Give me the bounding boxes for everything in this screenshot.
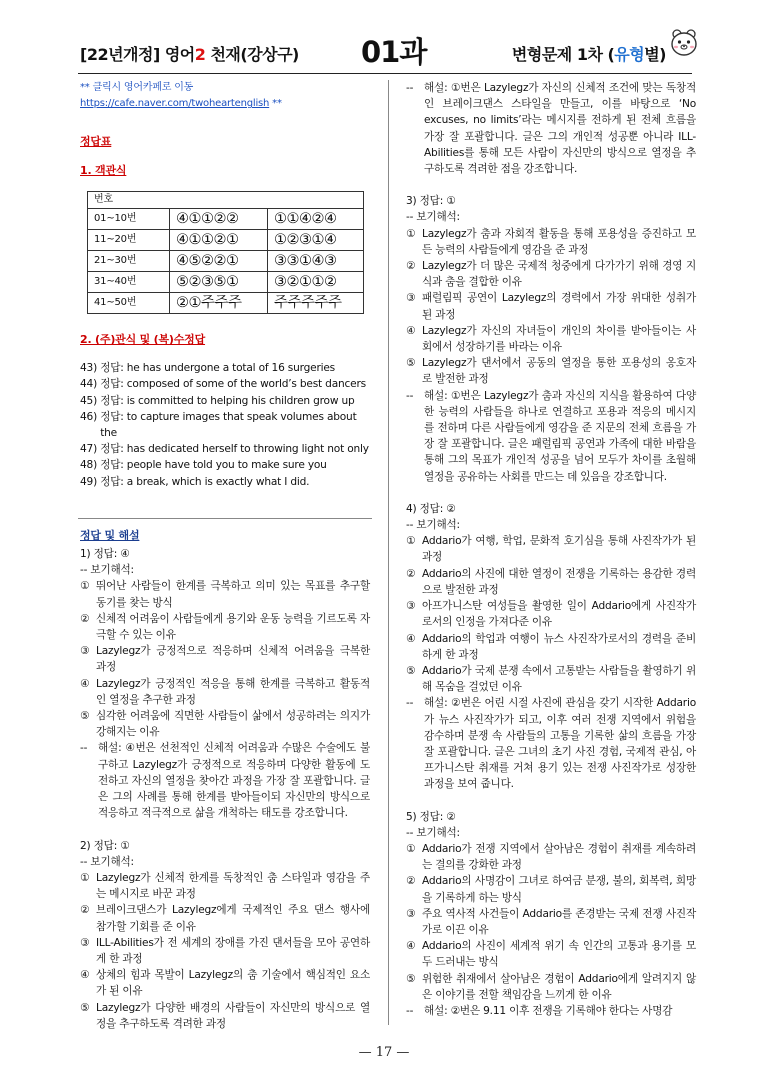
answer-set-a: ④①①②② [170,209,268,230]
option-item [80,578,370,610]
solution-marker: -- [406,1004,414,1017]
answer-set-a: ⑤②③⑤① [170,272,268,293]
section-divider [78,518,372,519]
question-1-explanation [80,546,370,821]
cafe-link[interactable] [80,80,370,112]
option-text: Lazylegz가 다양한 배경의 사람들이 자신만의 방식으로 열정을 추구하도록 격려한 과정 [96,1001,370,1030]
solution-text: 해설: ①번은 Lazylegz가 춤과 자신의 지식을 활용하여 다양한 능력의 사람들을 하나로 연결하고 포용과 적응의 메시지를 전하며 다른 사람들에게 영감을 준 지문의 전체 흐름을 가장 잘 포괄합니다. 글은 패럴림픽 공연과 가족에 대한 바람을 통해 그의 목표가 개인적 성공을 넘어 모두가 차이를 초월해 열정을 공유하는 사회를 만드는 데 있음을 강조합니다. [424,389,696,483]
option-item [80,1000,370,1032]
option-item [406,663,696,695]
lesson-number: 01과 [361,35,427,69]
answer-set-a: ④⑤②②① [170,251,268,272]
option-item [80,611,370,643]
cafe-link-url[interactable]: https://cafe.naver.com/twoheartenglish [80,98,270,110]
option-text: 위험한 취재에서 살아남은 경험이 Addario에게 알려지지 않은 이야기를 전할 책임감을 느끼게 한 이유 [422,972,696,1001]
q3-answer: 3) 정답: ① [406,195,456,208]
option-marker: ① [406,535,416,548]
option-marker: ③ [406,907,416,920]
question-2-explanation [80,838,370,1032]
option-text: 뛰어난 사람들이 한계를 극복하고 의미 있는 목표를 추구할 동기를 찾는 방식 [96,580,370,609]
option-item [80,708,370,740]
answer-range: 41~50번 [88,293,170,314]
answer-table-row [88,272,364,293]
short-answer-number: 44) [80,378,101,391]
short-answer-title: 2. (주)관식 및 (복)수정답 [80,333,206,347]
short-answer-list [80,360,370,490]
option-item [80,902,370,934]
short-answer-number: 46) [80,410,101,423]
option-item [406,355,696,387]
solution-text: 해설: ④번은 선천적인 신체적 어려움과 수많은 수술에도 불구하고 Lazylegz가 긍정적으로 적응하며 다양한 활동에 도전하고 자신의 열정을 찾아간 과정을 가장 잘 포괄합니다. 글은 그의 사례를 통해 한계를 받아들이되 자신만의 방식으로 적응하고 적극적으로 삶을 개척하는 태도를 강조합니다. [98,742,370,820]
column-divider [388,80,389,1025]
answer-set-b: ①②③①④ [268,230,364,251]
cafe-link-suffix: ** [269,98,282,110]
option-marker: ② [406,260,416,273]
short-answer-text: 정답: he has undergone a total of 16 surgeries [100,362,335,375]
solution-text: 해설: ①번은 Lazylegz가 자신의 신체적 조건에 맞는 독창적인 브레이크댄스 스타일을 만들고, 이를 바탕으로 ‘No excuses, no limits’라는 메시지를 전하게 된 전체 흐름을 가장 잘 포괄합니다. 글은 그의 개인적 성공뿐 아니라 ILL-Abilities를 통해 모든 사람이 자신만의 방식으로 열정을 추구하도록 격려한 점을 강조합니다. [424,82,696,176]
option-marker: ① [406,842,416,855]
short-answer-text: 정답: is committed to helping his children grow up [100,394,355,407]
option-item [80,643,370,675]
q4-answer: 4) 정답: ② [406,502,456,515]
multiple-choice-title: 1. 객관식 [80,163,127,177]
worksheet-type-highlight: 유형 [614,45,645,64]
question-5-explanation [406,809,696,1020]
q3-solution [406,388,696,485]
short-answer-item [80,360,370,376]
option-item [406,258,696,290]
option-text: ILL-Abilities가 전 세계의 장애를 가진 댄서들을 모아 공연하게 한 과정 [96,936,370,965]
answer-range: 11~20번 [88,230,170,251]
option-text: 패럴림픽 공연이 Lazylegz의 경력에서 가장 위대한 성취가 된 과정 [422,292,696,321]
option-text: 브레이크댄스가 Lazylegz에게 국제적인 주요 댄스 행사에 참가할 기회를 준 이유 [96,904,370,933]
option-item [406,631,696,663]
q5-options-head: -- 보기해석: [406,826,460,839]
short-answer-item [80,474,370,490]
option-item [406,906,696,938]
answer-table-row [88,209,364,230]
short-answer-item [80,393,370,409]
option-item [80,676,370,708]
option-marker: ⑤ [80,1001,90,1014]
option-marker: ② [80,904,90,917]
option-text: 심각한 어려움에 직면한 사람들이 삶에서 성공하려는 의지가 강해지는 이유 [96,710,370,739]
worksheet-type [512,42,666,65]
option-text: Lazylegz가 댄서에서 공동의 열정을 통한 포용성의 옹호자로 발전한 과정 [422,357,696,386]
answer-table-header: 번호 [88,191,364,208]
option-marker: ① [406,227,416,240]
answer-table-row [88,230,364,251]
answer-table-row [88,293,364,314]
solution-marker: -- [406,389,414,402]
answer-set-b: 주주주주주 [268,293,364,314]
option-marker: ③ [80,936,90,949]
short-answer-number: 49) [80,475,101,488]
option-marker: ④ [406,940,416,953]
solution-marker: -- [80,742,88,755]
explanation-title: 정답 및 해설 [80,528,140,542]
q1-options-head: -- 보기해석: [80,564,134,577]
short-answer-item [80,409,370,441]
short-answer-text: 정답: has dedicated herself to throwing light not only [100,443,369,456]
option-marker: ① [80,871,90,884]
q3-options-head: -- 보기해석: [406,211,460,224]
option-text: 아프가니스탄 여성들을 촬영한 일이 Addario에게 사진작가로서의 인정을 가져다준 이유 [422,600,696,629]
left-column [80,80,370,1032]
option-text: Addario가 전쟁 지역에서 살아남은 경험이 취재를 계속하려는 결의를 강화한 과정 [422,842,696,872]
q4-solution [406,695,696,792]
option-text: Lazylegz가 춤과 자회적 활동을 통해 포용성을 증진하고 모든 능력의 사람들에게 영감을 준 과정 [422,227,696,256]
option-text: 주요 역사적 사건들이 Addario를 존경받는 국제 전쟁 사진작가로 이끈 이유 [422,907,696,936]
option-marker: ④ [80,677,90,690]
option-text: Addario의 학업과 여행이 뉴스 사진작가로서의 경력을 준비하게 한 과정 [422,632,696,661]
option-text: 신체적 어려움이 사람들에게 용기와 운동 능력을 기르도록 자극할 수 있는 이유 [96,612,370,642]
question-4-explanation [406,501,696,793]
q2-solution [406,80,696,177]
option-text: Addario의 사명감이 그녀로 하여금 분쟁, 불의, 회복력, 희망을 기록하게 하는 방식 [422,875,696,904]
answer-set-b: ①①④②④ [268,209,364,230]
cafe-link-prefix: ** 클릭시 영어카페로 이동 [80,82,194,93]
solution-marker: -- [406,697,414,710]
worksheet-type-prefix: 변형문제 1차 ( [511,45,615,64]
option-text: Lazylegz가 긍정적으로 적응하며 신체적 어려움을 극복한 과정 [96,645,370,674]
option-marker: ③ [80,645,90,658]
option-marker: ④ [406,632,416,645]
answer-range: 31~40번 [88,272,170,293]
answer-range: 21~30번 [88,251,170,272]
option-item [406,226,696,258]
short-answer-text: 정답: a break, which is exactly what I did. [100,475,310,488]
right-column [406,80,696,1019]
option-item [80,870,370,902]
option-item [406,533,696,565]
option-item [406,566,696,598]
short-answer-text: 정답: to capture images that speak volumes about the [100,410,357,440]
option-item [80,935,370,967]
option-text: Addario가 여행, 학업, 문화적 호기심을 통해 사진작가가 된 과정 [422,535,696,564]
solution-text: 해설: ②번은 9.11 이후 전쟁을 기록해야 한다는 사명감 [424,1004,673,1017]
option-text: 상체의 힘과 목발이 Lazylegz의 춤 기술에서 핵심적인 요소가 된 이유 [96,969,370,998]
q1-solution [80,740,370,821]
option-marker: ⑤ [80,710,90,723]
option-text: Lazylegz가 긍정적인 적응을 통해 한계를 극복하고 활동적인 열정을 추구한 과정 [96,677,370,706]
mascot-icon [668,26,700,58]
worksheet-type-suffix: 별) [644,45,666,64]
short-answer-item [80,441,370,457]
option-marker: ① [80,580,90,593]
page-number: — 17 — [358,1045,410,1060]
answer-table-title: 정답표 [80,135,112,149]
short-answer-number: 47) [80,443,101,456]
option-text: Lazylegz가 신체적 한계를 독창적인 춤 스타일과 영감을 주는 메시지로 바꾼 과정 [96,871,370,901]
course-title-prefix: [22년개정] 영어 [80,45,195,64]
q5-solution [406,1003,696,1019]
option-text: Lazylegz가 자신의 자녀들이 개인의 차이를 받아들이는 사회에서 성장하기를 바라는 이유 [422,324,696,354]
option-marker: ② [80,612,90,625]
course-title [80,42,299,65]
answer-set-b: ③③①④③ [268,251,364,272]
question-3-explanation [406,193,696,485]
answer-set-b: ③②①①② [268,272,364,293]
option-marker: ⑤ [406,664,416,677]
answer-set-a: ④①①②① [170,230,268,251]
option-text: Addario의 사진이 세계적 위기 속 인간의 고통과 용기를 모두 드러내는 방식 [422,940,696,969]
answer-set-a: ②①주주주 [170,293,268,314]
q1-answer: 1) 정답: ④ [80,548,130,561]
short-answer-text: 정답: composed of some of the world’s best dancers [100,378,366,391]
solution-marker: -- [406,82,414,94]
short-answer-text: 정답: people have told you to make sure you [100,459,327,472]
option-item [406,873,696,905]
option-item [406,971,696,1003]
option-text: Lazylegz가 더 많은 국제적 청중에게 다가가기 위해 경영 지식과 춤을 결합한 이유 [422,260,696,289]
option-item [406,290,696,322]
option-text: Addario의 사진에 대한 열정이 전쟁을 기록하는 용감한 경력으로 발전한 과정 [422,567,696,596]
option-marker: ④ [80,969,90,982]
option-text: Addario가 국제 분쟁 속에서 고통받는 사람들을 촬영하기 위해 목숨을 걸었던 이유 [422,664,696,694]
short-answer-number: 43) [80,362,101,375]
answer-range: 01~10번 [88,209,170,230]
course-publisher: 천재(강상구) [205,45,299,64]
option-marker: ⑤ [406,972,416,985]
option-item [80,967,370,999]
course-level: 2 [194,45,206,64]
answer-table-row [88,251,364,272]
option-marker: ③ [406,600,416,613]
q5-answer: 5) 정답: ② [406,810,456,823]
option-marker: ④ [406,324,416,337]
option-item [406,323,696,355]
option-marker: ⑤ [406,357,416,370]
option-item [406,598,696,630]
option-item [406,841,696,873]
short-answer-item [80,376,370,392]
q2-options-head: -- 보기해석: [80,855,134,868]
short-answer-number: 48) [80,459,101,472]
q2-answer: 2) 정답: ① [80,839,130,852]
page-header [78,34,692,74]
option-item [406,938,696,970]
option-marker: ③ [406,292,416,305]
answer-table [87,191,364,314]
short-answer-item [80,457,370,473]
q4-options-head: -- 보기해석: [406,519,460,532]
solution-text: 해설: ②번은 어린 시절 사진에 관심을 갖기 시작한 Addario가 뉴스 사진작가가 되고, 이후 여러 전쟁 지역에서 위험을 감수하며 분쟁 속 사람들의 고통을 기록한 삶의 흐름을 가장 잘 포괄합니다. 글은 그녀의 초기 사진 경험, 국제적 관심, 아프가니스탄 취재를 거쳐 용기 있는 전쟁 사진작가로 성장한 과정을 보여 줍니다. [424,697,696,791]
short-answer-number: 45) [80,394,101,407]
option-marker: ② [406,567,416,580]
option-marker: ② [406,875,416,888]
